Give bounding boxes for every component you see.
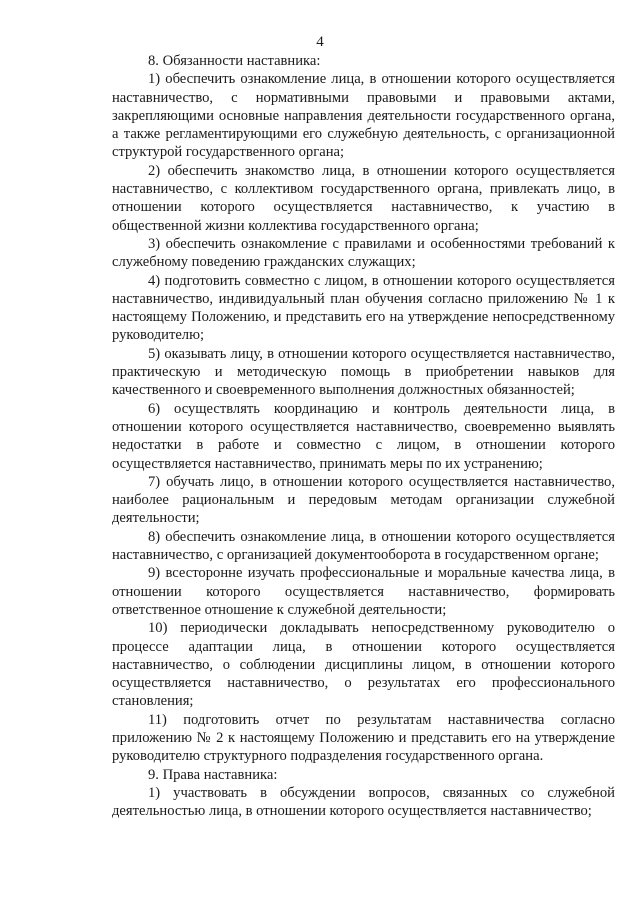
section-8-item-3: 3) обеспечить ознакомление с правилами и особенностями требований к служебному поведению гражданских служащих; (112, 235, 615, 271)
section-8-item-10: 10) периодически докладывать непосредственному руководителю о процессе адаптации лица, в отношении которого осуществляется наставничество, о соблюдении дисциплины лицом, в отношении которого осуществляется наставничество, о результатах его профессионального становления; (112, 620, 615, 710)
section-8-item-9: 9) всесторонне изучать профессиональные и моральные качества лица, в отношении которого осуществляется наставничество, формировать ответственное отношение к служебной деятельности; (112, 565, 615, 618)
page-number: 4 (316, 34, 324, 50)
section-8-item-8: 8) обеспечить ознакомление лица, в отношении которого осуществляется наставничество, с организацией документооборота в государственном органе; (112, 528, 615, 564)
section-9-heading: 9. Права наставника: (148, 766, 278, 783)
section-8-heading: 8. Обязанности наставника: (148, 53, 321, 69)
section-9-item-1: 1) участвовать в обсуждении вопросов, связанных со служебной деятельностью лица, в отношении которого осуществляется наставничество; (112, 784, 615, 820)
document-body (112, 52, 615, 820)
section-8-item-4: 4) подготовить совместно с лицом, в отношении которого осуществляется наставничество, индивидуальный план обучения согласно приложению № 1 к настоящему Положению, и представить его на утверждение непосредственному руководителю; (112, 272, 615, 344)
section-8-item-6: 6) осуществлять координацию и контроль деятельности лица, в отношении которого осуществляется наставничество, своевременно выявлять недостатки в работе и совместно с лицом, в отношении которого осуществляется наставничество, принимать меры по их устранению; (112, 400, 615, 472)
section-8-item-11: 11) подготовить отчет по результатам наставничества согласно приложению № 2 к настоящему Положению и представить его на утверждение руководителю структурного подразделения государственного органа. (112, 711, 615, 765)
section-8-item-7: 7) обучать лицо, в отношении которого осуществляется наставничество, наиболее рациональным и передовым методам организации служебной деятельности; (112, 473, 615, 527)
section-8-item-5: 5) оказывать лицу, в отношении которого осуществляется наставничество, практическую и методическую помощь в приобретении навыков для качественного и своевременного выполнения должностных обязанностей; (112, 345, 615, 399)
section-8-item-2: 2) обеспечить знакомство лица, в отношении которого осуществляется наставничество, с коллективом государственного органа, привлекать лицо, в отношении которого осуществляется наставничество, к участию в общественной жизни коллектива государственного органа; (112, 162, 615, 234)
section-8-item-1: 1) обеспечить ознакомление лица, в отношении которого осуществляется наставничество, с нормативными правовыми и правовыми актами, закрепляющими основные направления деятельности государственного органа, а также регламентирующими его служебную деятельность, с организационной структурой государственного органа; (112, 71, 615, 161)
